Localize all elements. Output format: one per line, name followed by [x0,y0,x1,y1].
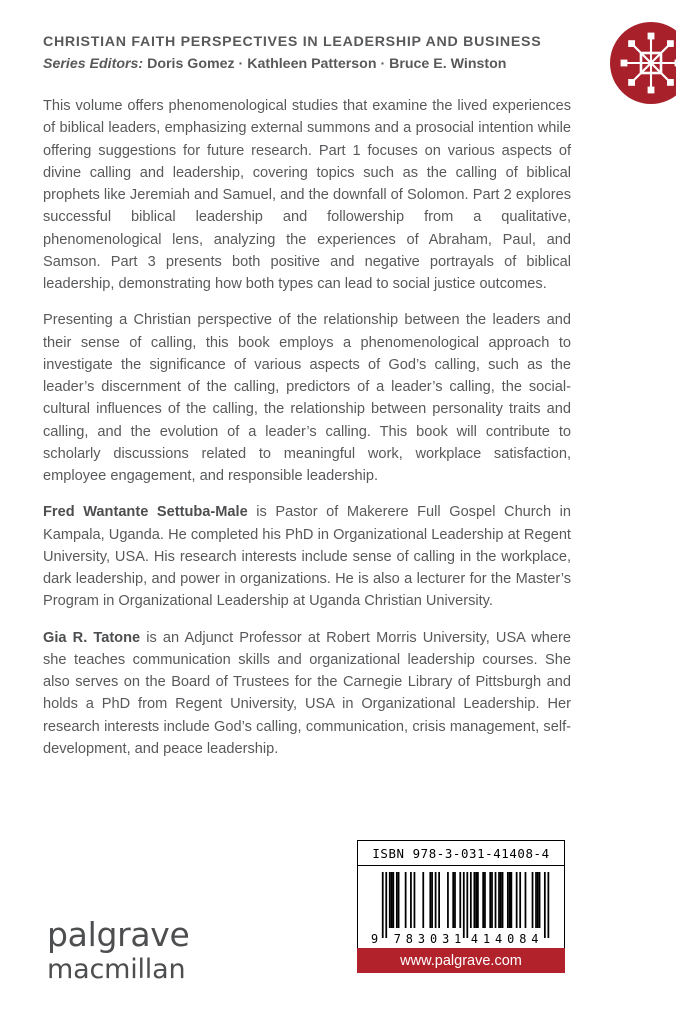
palgrave-macmillan-logo [47,915,190,985]
blurb-paragraph-2: Presenting a Christian perspective of the relationship between the leaders and their sense of calling, this book employs a phenomenological approach to investigate the significance of various aspects of God’s calling, such as the leader’s discernment of the calling, predictors of a leader’s calling, the social-cultural influences of the calling, the relationship between personality traits and calling, and the evolution of a leader’s calling. This book will contribute to scholarly discussions related to meaningful work, workplace satisfaction, employee engagement, and responsible leadership. [43,312,571,484]
website-url: www.palgrave.com [400,952,522,969]
isbn-barcode-panel [357,840,565,951]
author-bio-text-2: is an Adjunct Professor at Robert Morris University, USA where she teaches communication skills and organizational leadership courses. She also serves on the Board of Trustees for the Carnegie Library of Pittsburgh and holds a PhD from Regent University, USA in Organizational Leadership. Her research interests include God’s calling, communication, crisis management, self-development, and peace leadership. [43,629,571,757]
isbn-number: ISBN 978-3-031-41408-4 [358,841,564,866]
author-bio-text-1: is Pastor of Makerere Full Gospel Church in Kampala, Uganda. He completed his PhD in Organizational Leadership at Regent University, USA. His research interests include sense of calling in the workplace, dark leadership, and power in organizations. He is also a lecturer for the Master’s Program in Organizational Leadership at Uganda Christian University. [43,504,572,610]
author-bio-1 [43,501,571,612]
blurb-body [43,95,571,760]
series-header [43,33,573,73]
sunburst-icon [610,22,676,104]
logo-line-palgrave: palgrave [47,915,190,954]
author-name-1: Fred Wantante Settuba-Male [43,504,248,521]
series-title: CHRISTIAN FAITH PERSPECTIVES IN LEADERSHIP AND BUSINESS [43,34,542,50]
series-editors [43,55,573,73]
barcode-group-2: 414084 [470,931,544,946]
ean13-barcode-icon [368,872,554,946]
logo-line-macmillan: macmillan [47,954,186,985]
author-bio-2 [43,627,571,761]
barcode [358,866,564,950]
series-editors-names: Doris Gomez · Kathleen Patterson · Bruce E. Winston [147,55,507,72]
series-editors-label: Series Editors: [43,55,144,72]
palgrave-roundel-logo [610,22,676,104]
barcode-group-1: 783031 [393,931,467,946]
blurb-paragraph-1: This volume offers phenomenological studies that examine the lived experiences of biblical leaders, emphasizing external summons and a prosocial intention while offering suggestions for future research. Part 1 focuses on various aspects of divine calling and leadership, covering topics such as the calling of biblical prophets like Jeremiah and Samuel, and the downfall of Solomon. Part 2 explores successful biblical leadership and followership from a qualitative, phenomenological lens, analyzing the experiences of Abraham, Paul, and Samson. Part 3 presents both positive and negative portrayals of biblical leadership, demonstrating how both types can lead to social justice outcomes. [43,98,571,292]
palgrave-website-bar[interactable] [357,948,565,973]
author-name-2: Gia R. Tatone [43,629,141,646]
barcode-lead-digit: 9 [370,931,379,946]
